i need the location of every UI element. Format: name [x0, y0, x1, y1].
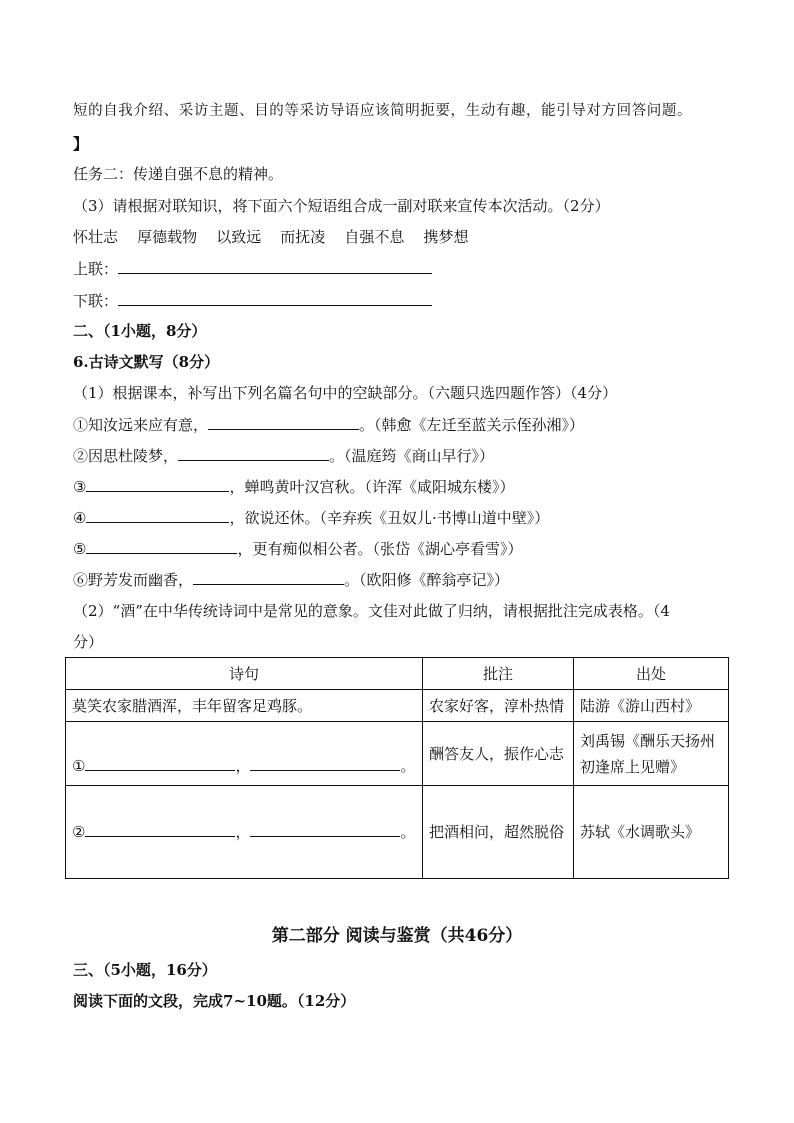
phrase-list [73, 227, 468, 247]
task2-title: 任务二：传递自强不息的精神。 [73, 165, 284, 183]
q6-1-instruction: （1）根据课本，补写出下列名篇名句中的空缺部分。（六题只选四题作答）（4分） [73, 384, 618, 402]
intro-line-1: 短的自我介绍、采访主题、目的等采访导语应该简明扼要，生动有趣，能引导对方回答问题。 [73, 103, 693, 119]
section2-heading: 二、（1小题，8分） [73, 322, 207, 340]
row3-sep: ， [235, 823, 251, 841]
phrase-6: 携梦想 [423, 228, 469, 246]
row3-end: 。 [400, 823, 416, 841]
row2-source-line1: 刘禹锡《酬乐天扬州 [580, 731, 716, 750]
q6-2-instruction: （2）“酒”在中华传统诗词中是常见的意象。文佳对此做了归纳，请根据批注完成表格。（4 [73, 602, 670, 620]
row2-blank-2[interactable] [250, 755, 400, 771]
header-note: 批注 [423, 658, 574, 690]
row2-blank-1[interactable] [85, 755, 235, 771]
item-6-blank[interactable] [193, 569, 344, 585]
item-5-blank[interactable] [86, 538, 237, 554]
recite-item-2 [73, 445, 494, 466]
row2-num: ① [72, 757, 86, 775]
upper-couplet-blank[interactable] [118, 258, 432, 274]
header-poem: 诗句 [66, 658, 423, 690]
phrase-5: 自强不息 [344, 228, 405, 246]
intro-line-2: 】 [73, 135, 89, 153]
item-2-pre: ②因思杜陵梦， [73, 447, 179, 465]
item-2-blank[interactable] [178, 445, 329, 461]
q6-title: 6.古诗文默写（8分） [73, 353, 220, 371]
item-5-post: ，更有痴似相公者。（张岱《湖心亭看雪》） [237, 540, 523, 558]
table-header-row [66, 658, 729, 690]
upper-couplet-label: 上联： [73, 260, 119, 278]
section3-heading: 三、（5小题，16分） [73, 961, 217, 979]
table-row [66, 786, 729, 879]
table-row [66, 690, 729, 722]
table-row [66, 722, 729, 786]
row2-sep: ， [235, 757, 251, 775]
q6-2-instruction-cont: 分） [73, 633, 104, 651]
lower-couplet-blank[interactable] [118, 290, 432, 306]
item-1-blank[interactable] [208, 414, 359, 430]
item-6-post: 。（欧阳修《醉翁亭记》） [344, 571, 510, 589]
row1-source: 陆游《游山西村》 [574, 690, 729, 722]
row1-note: 农家好客，淳朴热情 [423, 690, 574, 722]
row3-note: 把酒相问，超然脱俗 [423, 786, 574, 879]
row1-poem: 莫笑农家腊酒浑，丰年留客足鸡豚。 [66, 690, 423, 722]
lower-couplet-label: 下联： [73, 292, 119, 310]
item-5-pre: ⑤ [73, 540, 87, 558]
row2-source [574, 722, 729, 786]
row3-blank-2[interactable] [250, 821, 400, 837]
reading-instruction: 阅读下面的文段，完成7~10题。（12分） [73, 992, 356, 1010]
item-3-pre: ③ [73, 478, 87, 496]
phrase-2: 厚德载物 [137, 228, 198, 246]
row2-poem [66, 722, 423, 786]
row3-blank-1[interactable] [85, 821, 235, 837]
header-source: 出处 [574, 658, 729, 690]
item-3-blank[interactable] [86, 476, 229, 492]
phrase-4: 而抚凌 [280, 228, 326, 246]
item-6-pre: ⑥野芳发而幽香， [73, 571, 194, 589]
item-4-blank[interactable] [86, 507, 229, 523]
item-4-pre: ④ [73, 509, 87, 527]
lower-couplet-row [73, 290, 432, 311]
row3-poem [66, 786, 423, 879]
recite-item-4 [73, 507, 549, 528]
row3-source: 苏轼《水调歌头》 [574, 786, 729, 879]
phrase-1: 怀壮志 [73, 228, 119, 246]
item-1-post: 。（韩愈《左迁至蓝关示侄孙湘》） [359, 416, 585, 434]
recite-item-1 [73, 414, 584, 435]
row2-source-line2: 初逢席上见赠》 [580, 757, 686, 776]
item-1-pre: ①知汝远来应有意， [73, 416, 209, 434]
row2-end: 。 [400, 757, 416, 775]
wine-table [65, 657, 729, 879]
item-2-post: 。（温庭筠《商山早行》） [329, 447, 495, 465]
phrase-3: 以致远 [216, 228, 262, 246]
recite-item-6 [73, 569, 509, 590]
task2-question: （3）请根据对联知识，将下面六个短语组合成一副对联来宣传本次活动。（2分） [73, 197, 610, 215]
upper-couplet-row [73, 258, 432, 279]
row2-note: 酬答友人，振作心志 [423, 722, 574, 786]
recite-item-5 [73, 538, 522, 559]
recite-item-3 [73, 476, 514, 497]
row3-num: ② [72, 823, 86, 841]
item-3-post: ，蝉鸣黄叶汉宫秋。（许浑《咸阳城东楼》） [229, 478, 515, 496]
part2-title: 第二部分 阅读与鉴赏（共46分） [271, 926, 523, 946]
item-4-post: ，欲说还休。（辛弃疾《丑奴儿·书博山道中壁》） [229, 509, 550, 527]
